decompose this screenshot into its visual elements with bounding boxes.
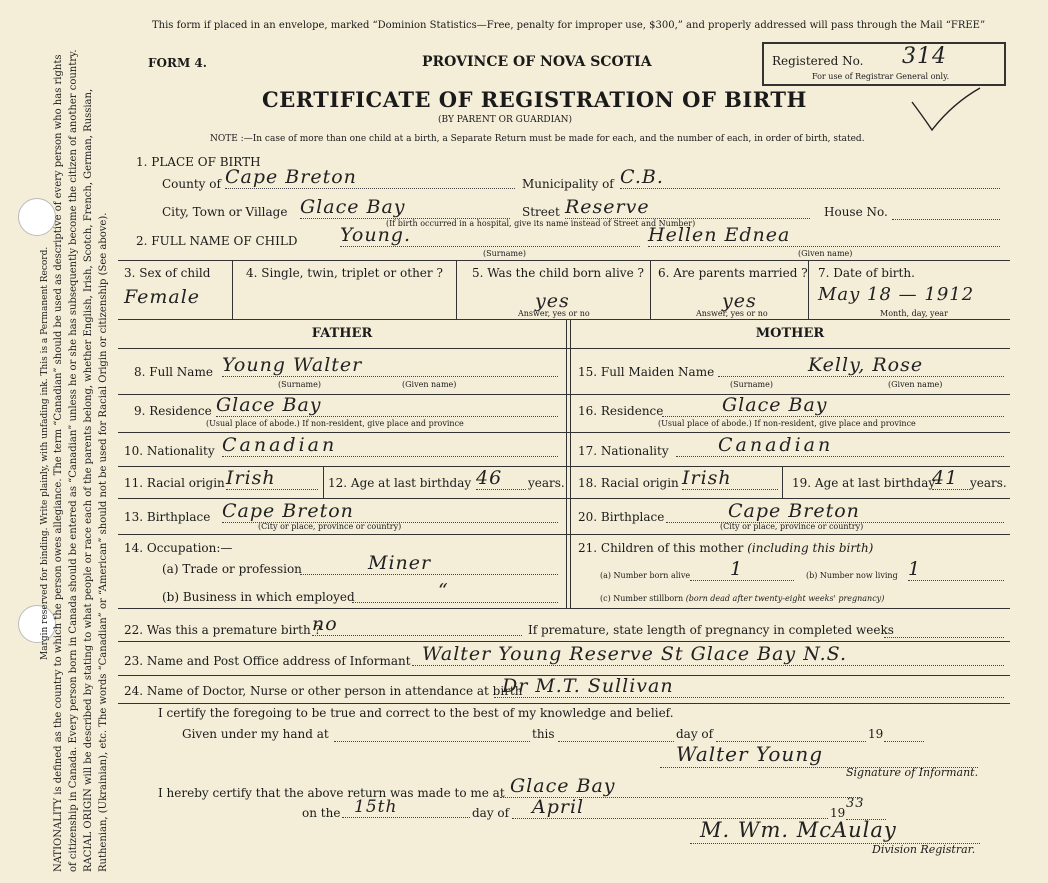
born-alive-label: 5. Was the child born alive ? xyxy=(472,266,644,280)
informant-signature: Walter Young xyxy=(676,742,823,766)
informant-value: Walter Young Reserve St Glace Bay N.S. xyxy=(412,643,1004,666)
father-business-label: (b) Business in which employed xyxy=(162,590,355,604)
father-occupation-label: 14. Occupation:— xyxy=(124,541,233,555)
hereby-certify-label: I hereby certify that the above return was made to me at xyxy=(158,786,505,800)
father-racial-label: 11. Racial origin xyxy=(124,476,225,490)
mother-years-label: years. xyxy=(970,476,1007,490)
mother-birthplace-note: (City or place, province or country) xyxy=(720,522,864,531)
father-birthplace-label: 13. Birthplace xyxy=(124,510,211,524)
year-value: 33 xyxy=(846,796,865,811)
born-alive-value: yes xyxy=(535,290,570,312)
house-no-line xyxy=(892,218,1000,220)
mother-residence-value: Glace Bay xyxy=(662,394,1004,417)
father-nationality-value: Canadian xyxy=(222,434,558,457)
born-alive-count-value: 1 xyxy=(690,558,794,581)
now-living-label: (b) Number now living xyxy=(806,571,898,580)
father-nationality-label: 10. Nationality xyxy=(124,444,215,458)
premature-length-line xyxy=(884,636,1004,638)
mother-heading: MOTHER xyxy=(755,326,825,341)
province-name: PROVINCE OF NOVA SCOTIA xyxy=(422,54,652,70)
year-nineteen-line xyxy=(884,740,924,742)
child-given-name: Hellen Ednea xyxy=(648,224,1000,247)
registrar-signature: M. Wm. McAulay xyxy=(700,818,897,842)
father-trade-label: (a) Trade or profession xyxy=(162,562,302,576)
day-of-2-label: day of xyxy=(472,806,510,820)
premature-label: 22. Was this a premature birth ? xyxy=(124,623,321,637)
father-given-note: (Given name) xyxy=(402,380,457,389)
certificate-title: CERTIFICATE OF REGISTRATION OF BIRTH xyxy=(262,87,807,112)
this-label: this xyxy=(532,727,555,741)
given-under-label: Given under my hand at xyxy=(182,727,329,741)
year-nineteen-label: 19 xyxy=(868,727,884,741)
mother-age-value: 41 xyxy=(932,467,970,490)
certify-text: I certify the foregoing to be true and correct to the best of my knowledge and belief. xyxy=(158,706,674,720)
child-surname: Young. xyxy=(340,224,640,247)
father-age-value: 46 xyxy=(476,467,526,490)
mother-abode-note: (Usual place of abode.) If non-resident, give place and province xyxy=(658,419,916,428)
mother-name-value: Kelly, Rose xyxy=(718,354,1004,377)
premature-value: no xyxy=(312,613,522,636)
informant-signature-label: Signature of Informant. xyxy=(846,766,979,779)
on-day-value: 15th xyxy=(342,797,470,818)
place-of-birth-label: 1. PLACE OF BIRTH xyxy=(136,155,261,169)
now-living-value: 1 xyxy=(908,558,1004,581)
county-label: County of xyxy=(162,177,221,191)
born-alive-count-label: (a) Number born alive xyxy=(600,571,691,580)
premature-length-label: If premature, state length of pregnancy in completed weeks xyxy=(528,623,894,637)
registered-sub: For use of Registrar General only. xyxy=(812,72,950,81)
mother-birthplace-label: 20. Birthplace xyxy=(578,510,665,524)
father-residence-value: Glace Bay xyxy=(216,394,558,417)
mother-residence-label: 16. Residence xyxy=(578,404,664,418)
given-under-line xyxy=(334,740,530,742)
registrar-label: Division Registrar. xyxy=(872,843,976,856)
city-value: Glace Bay xyxy=(300,196,510,219)
mother-surname-note: (Surname) xyxy=(730,380,773,389)
born-alive-note: Answer, yes or no xyxy=(518,309,590,318)
stillborn-label xyxy=(600,594,884,603)
father-business-value: “ xyxy=(352,580,558,603)
doctor-value: Dr M.T. Sullivan xyxy=(494,675,1004,698)
child-surname-note: (Surname) xyxy=(483,249,526,258)
side-text-racial-origin: RACIAL ORIGIN will be described by stating to what people or race each of the parents belong, whether English, Irish, Scotch, French, German, Russian, xyxy=(83,88,94,872)
children-label xyxy=(578,541,873,555)
father-years-label: years. xyxy=(528,476,565,490)
certificate-subtitle: (BY PARENT OR GUARDIAN) xyxy=(438,115,573,125)
side-text-nationality: NATIONALITY is defined as the country to which the person owes allegiance. The term “Canadian” should be used as descriptive of every person who has rights xyxy=(53,54,64,872)
mother-age-label: 19. Age at last birthday xyxy=(792,476,936,490)
father-name-value: Young Walter xyxy=(222,354,558,377)
month-value: April xyxy=(512,796,828,819)
married-value: yes xyxy=(722,290,757,312)
date-of-birth-label: 7. Date of birth. xyxy=(818,266,915,280)
house-no-label: House No. xyxy=(824,205,888,219)
child-name-label: 2. FULL NAME OF CHILD xyxy=(136,234,298,248)
father-birthplace-note: (City or place, province or country) xyxy=(258,522,402,531)
multiple-birth-note: NOTE :—In case of more than one child at a birth, a Separate Return must be made for each, and the number of each, in order of birth, stated. xyxy=(210,134,865,144)
mother-racial-value: Irish xyxy=(682,467,778,490)
mother-birthplace-value: Cape Breton xyxy=(666,500,1004,523)
married-label: 6. Are parents married ? xyxy=(658,266,808,280)
father-age-label: 12. Age at last birthday xyxy=(328,476,472,490)
single-twin-label: 4. Single, twin, triplet or other ? xyxy=(246,266,443,280)
form-number: FORM 4. xyxy=(148,56,207,70)
registered-box xyxy=(762,42,1006,86)
mail-notice: This form if placed in an envelope, marked “Dominion Statistics—Free, penalty for improper use, $300,” and properly addressed will pass through the Mail “FREE” xyxy=(152,20,986,31)
married-note: Answer, yes or no xyxy=(696,309,768,318)
sex-label: 3. Sex of child xyxy=(124,266,211,280)
this-line xyxy=(558,740,674,742)
mother-given-note: (Given name) xyxy=(888,380,943,389)
children-label-text: 21. Children of this mother xyxy=(578,541,744,555)
mother-name-label: 15. Full Maiden Name xyxy=(578,365,715,379)
city-label: City, Town or Village xyxy=(162,205,288,219)
mother-nationality-value: Canadian xyxy=(676,434,1004,457)
county-value: Cape Breton xyxy=(225,166,515,189)
mother-nationality-label: 17. Nationality xyxy=(578,444,669,458)
municipality-label: Municipality of xyxy=(522,177,614,191)
sex-value: Female xyxy=(124,286,201,308)
mother-racial-label: 18. Racial origin xyxy=(578,476,679,490)
date-of-birth-note: Month, day, year xyxy=(880,309,948,318)
on-the-label: on the xyxy=(302,806,341,820)
father-abode-note: (Usual place of abode.) If non-resident, give place and province xyxy=(206,419,464,428)
child-given-note: (Given name) xyxy=(798,249,853,258)
children-label-note: (including this birth) xyxy=(747,541,874,555)
father-trade-value: Miner xyxy=(300,552,558,575)
father-name-label: 8. Full Name xyxy=(134,365,213,379)
registered-label: Registered No. xyxy=(772,54,864,68)
father-surname-note: (Surname) xyxy=(278,380,321,389)
stillborn-label-note: (born dead after twenty-eight weeks' pregnancy) xyxy=(685,594,885,603)
father-birthplace-value: Cape Breton xyxy=(222,500,558,523)
side-text-margin: Margin reserved for binding. Write plainly, with unfading ink. This is a Permanent Record. xyxy=(40,246,50,660)
side-text-citizenship: of citizenship in Canada. Every person born in Canada should be entered as “Canadian” unless he or she has subsequently become the citizen of another country. xyxy=(68,49,79,872)
municipality-value: C.B. xyxy=(620,166,1000,189)
hospital-note: (If birth occurred in a hospital, give its name instead of Street and Number) xyxy=(386,219,696,228)
year-prefix-label: 19 xyxy=(830,806,846,820)
return-made-at-value: Glace Bay xyxy=(500,775,860,798)
father-residence-label: 9. Residence xyxy=(134,404,212,418)
check-mark-icon xyxy=(904,84,984,134)
day-of-label: day of xyxy=(676,727,714,741)
date-of-birth-value: May 18 — 1912 xyxy=(818,284,975,305)
father-racial-value: Irish xyxy=(226,467,318,490)
informant-label: 23. Name and Post Office address of Informant xyxy=(124,654,411,668)
stillborn-label-text: (c) Number stillborn xyxy=(600,594,684,603)
father-heading: FATHER xyxy=(311,326,373,341)
side-text-racial-note: Ruthenian, (Ukrainian), etc. The words “Canadian” or “American” should not be used for Racial Origin or citizenship (See above). xyxy=(98,212,109,872)
street-value: Reserve xyxy=(565,196,810,219)
registered-number: 314 xyxy=(902,44,947,69)
street-label: Street xyxy=(522,205,560,219)
doctor-label: 24. Name of Doctor, Nurse or other person in attendance at birth xyxy=(124,684,523,698)
